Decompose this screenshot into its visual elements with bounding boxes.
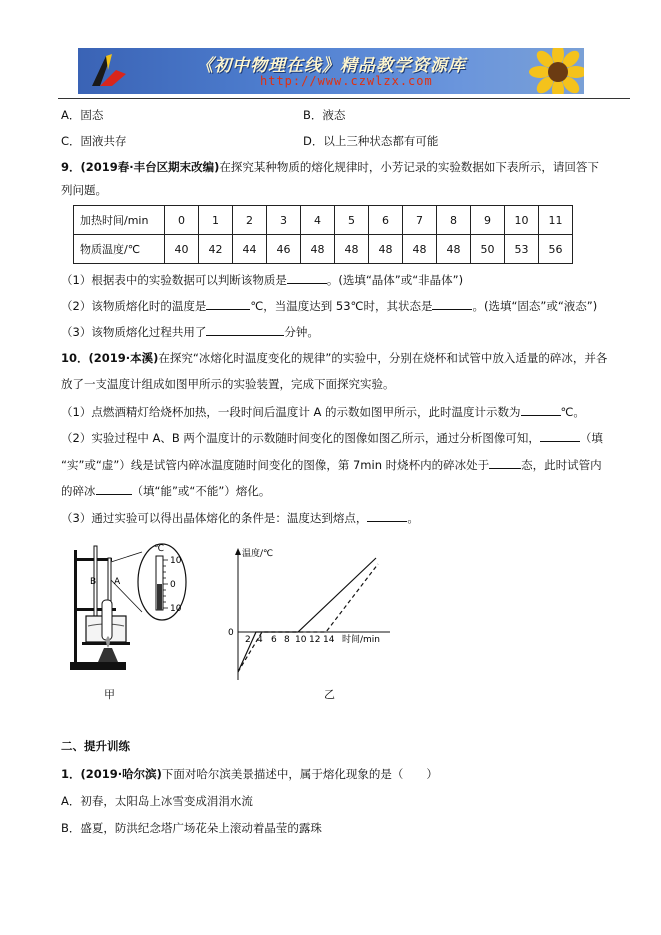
q10-number: 10．	[61, 351, 89, 365]
q10-part3-text: （3）通过实验可以得出晶体熔化的条件是：温度达到熔点，	[61, 511, 368, 525]
table-cell: 46	[267, 235, 301, 264]
table-row-label: 物质温度/℃	[74, 235, 165, 264]
option-a: A．固态	[61, 108, 104, 122]
table-cell: 56	[539, 235, 573, 264]
s2-q1-option-b: B．盛夏，防洪纪念塔广场花朵上滚动着晶莹的露珠	[61, 821, 322, 835]
table-cell: 9	[471, 206, 505, 235]
q9-number: 9．	[61, 160, 81, 174]
q10-part2-text2: （填	[579, 431, 603, 445]
s2-q1-option-a: A．初春，太阳岛上冰雪变成涓涓水流	[61, 794, 253, 808]
q10-part1-unit: ℃。	[560, 405, 585, 419]
q10-part2-text5: 的碎冰	[61, 484, 96, 498]
section-title: 二、提升训练	[61, 739, 130, 753]
jia-label-b: B	[90, 577, 97, 587]
s2-q1-number: 1．	[61, 767, 81, 781]
table-cell: 5	[335, 206, 369, 235]
yi-x-tick: 2	[245, 635, 251, 645]
q9-stem-line2: 列问题。	[61, 183, 107, 197]
q10-stem: 在探究“冰熔化时温度变化的规律”的实验中，分别在烧杯和试管中放入适量的碎冰，并各	[158, 351, 608, 365]
figure-jia-apparatus	[64, 540, 194, 690]
table-cell: 48	[437, 235, 471, 264]
q9-data-table	[73, 205, 573, 264]
figure-jia-caption: 甲	[104, 688, 115, 701]
table-cell: 8	[437, 206, 471, 235]
yi-x-tick: 12	[309, 635, 321, 645]
q10-part2-text: （2）实验过程中 A、B 两个温度计的示数随时间变化的图像如图乙所示，通过分析图像可知，	[61, 431, 540, 445]
q9-part3	[61, 323, 319, 340]
yi-x-tick: 4	[257, 635, 263, 645]
jia-label-a: A	[114, 577, 121, 587]
q9-stem-line1	[61, 159, 599, 175]
q10-part2-line3	[61, 482, 270, 499]
answer-blank[interactable]	[432, 297, 472, 310]
yi-x-tick: 10	[295, 635, 307, 645]
table-cell: 7	[403, 206, 437, 235]
q10-stem-line1	[61, 350, 607, 366]
table-cell: 3	[267, 206, 301, 235]
yi-origin: 0	[228, 628, 234, 638]
jia-tick-mid: 0	[170, 580, 176, 590]
answer-blank[interactable]	[206, 297, 250, 310]
answer-blank[interactable]	[521, 403, 561, 416]
yi-x-tick: 14	[323, 635, 335, 645]
jia-unit: ℃	[154, 544, 165, 554]
table-cell: 44	[233, 235, 267, 264]
q9-part3-text: （3）该物质熔化过程共用了	[61, 325, 207, 339]
q9-part2-text2: ℃，当温度达到 53℃时，其状态是	[250, 299, 433, 313]
table-cell: 11	[539, 206, 573, 235]
header-title: 《初中物理在线》精品教学资源库	[196, 56, 466, 76]
table-cell: 2	[233, 206, 267, 235]
q10-stem-line2: 放了一支温度计组成如图甲所示的实验装置，完成下面探究实验。	[61, 377, 395, 391]
table-cell: 53	[505, 235, 539, 264]
q10-part2-text3: “实”或“虚”）线是试管内碎冰温度随时间变化的图像，第 7min 时烧杯内的碎冰处于	[61, 458, 490, 472]
answer-blank[interactable]	[287, 271, 327, 284]
answer-blank[interactable]	[489, 456, 521, 469]
table-cell: 50	[471, 235, 505, 264]
table-cell: 48	[335, 235, 369, 264]
yi-dashed-line	[238, 564, 381, 672]
header-url[interactable]: http://www.czwlzx.com	[260, 74, 433, 88]
sunflower-icon	[520, 48, 584, 94]
q10-part3	[61, 509, 419, 526]
figure-yi-caption: 乙	[324, 688, 335, 701]
table-cell: 0	[165, 206, 199, 235]
q9-part1-hint: 。(选填“晶体”或“非晶体”)	[326, 273, 464, 287]
yi-y-label: 温度/℃	[242, 549, 274, 559]
table-cell: 40	[165, 235, 199, 264]
q9-part1-text: （1）根据表中的实验数据可以判断该物质是	[61, 273, 287, 287]
table-cell: 6	[369, 206, 403, 235]
answer-blank[interactable]	[540, 429, 580, 442]
q10-part2-text4: 态，此时试管内	[521, 458, 602, 472]
table-row	[74, 206, 573, 235]
table-cell: 48	[403, 235, 437, 264]
answer-blank[interactable]	[206, 323, 284, 336]
figure-yi-graph	[226, 544, 396, 684]
option-c: C．固液共存	[61, 134, 127, 148]
option-d: D．以上三种状态都有可能	[303, 134, 439, 148]
q10-part2-line2	[61, 456, 602, 473]
q9-part2-hint: 。(选填“固态”或“液态”)	[472, 299, 598, 313]
logo-icon	[86, 52, 130, 90]
q9-part3-unit: 分钟。	[284, 325, 319, 339]
table-row	[74, 235, 573, 264]
yi-x-tick: 6	[271, 635, 277, 645]
yi-solid-line	[238, 558, 376, 672]
q9-part2-text: （2）该物质熔化时的温度是	[61, 299, 207, 313]
q9-part2	[61, 297, 597, 314]
q10-part2-hint: （填“能”或“不能”）熔化。	[131, 484, 271, 498]
jia-tick-bottom: 10	[170, 604, 182, 614]
header-banner	[78, 48, 584, 94]
header-divider	[58, 98, 630, 99]
answer-blank[interactable]	[367, 509, 407, 522]
table-cell: 42	[199, 235, 233, 264]
q10-part1	[61, 403, 585, 420]
answer-blank[interactable]	[96, 482, 132, 495]
q9-source: (2019春·丰台区期末改编)	[80, 160, 220, 174]
q9-part1	[61, 271, 463, 288]
q10-part1-text: （1）点燃酒精灯给烧杯加热，一段时间后温度计 A 的示数如图甲所示，此时温度计示数为	[61, 405, 521, 419]
table-cell: 1	[199, 206, 233, 235]
table-cell: 48	[301, 235, 335, 264]
yi-x-label: 时间/min	[342, 635, 381, 645]
option-b: B．液态	[303, 108, 346, 122]
q10-part2-line1	[61, 429, 603, 446]
yi-x-tick: 8	[284, 635, 290, 645]
table-cell: 10	[505, 206, 539, 235]
q10-source: (2019·本溪)	[88, 351, 159, 365]
q9-stem: 在探究某种物质的熔化规律时，小芳记录的实验数据如下表所示，请回答下	[219, 160, 599, 174]
jia-tick-top: 10	[170, 556, 182, 566]
table-row-label: 加热时间/min	[74, 206, 165, 235]
s2-q1-source: (2019·哈尔滨)	[80, 767, 162, 781]
table-cell: 48	[369, 235, 403, 264]
s2-q1-stem	[61, 766, 438, 782]
table-cell: 4	[301, 206, 335, 235]
q10-part3-end: 。	[407, 511, 419, 525]
s2-q1-text: 下面对哈尔滨美景描述中，属于熔化现象的是（ ）	[161, 767, 438, 781]
